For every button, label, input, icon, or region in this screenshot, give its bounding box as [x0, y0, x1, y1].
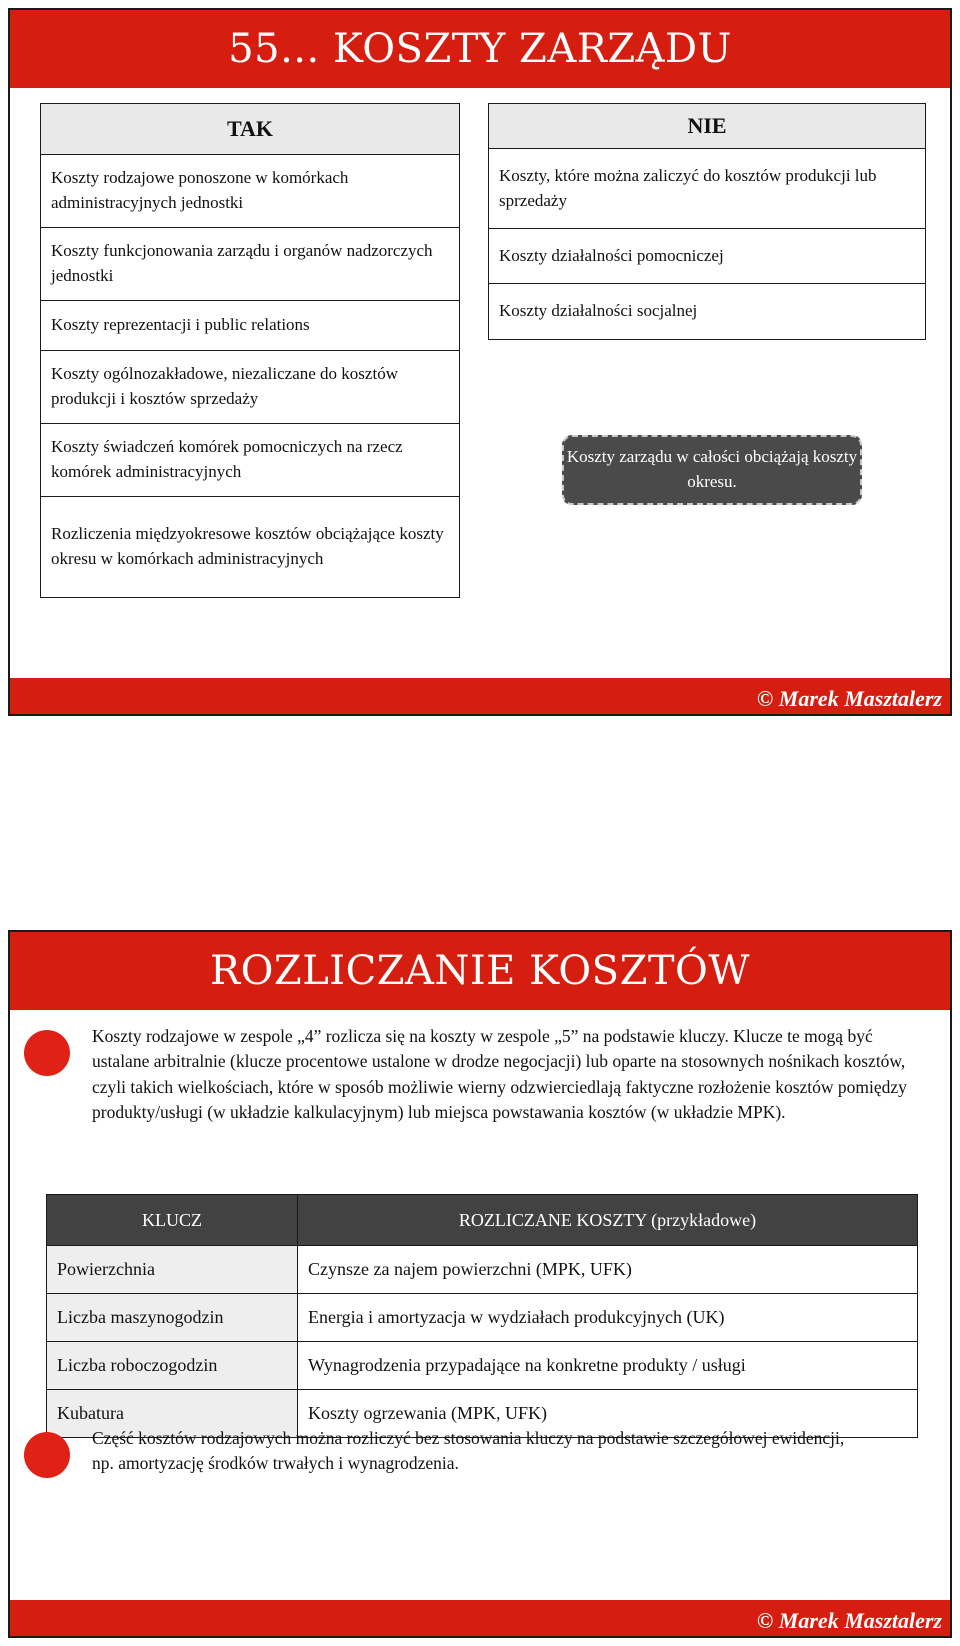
koszty-okresu-note: Koszty zarządu w całości obciążają koszty okresu.	[562, 435, 862, 505]
table-cell: Kubatura	[47, 1390, 298, 1438]
table-cell: Liczba roboczogodzin	[47, 1342, 298, 1390]
tak-header: TAK	[41, 104, 459, 155]
intro-paragraph: Koszty rodzajowe w zespole „4” rozlicza się na koszty w zespole „5” na podstawie kluczy. Klucze te mogą być ustalane arbitralnie (klucze procentowe ustalone w drodze negocjacji) lub oparte na stosownych nośnikach kosztów, czyli takich wielkościach, które w sposób możliwie wierny odzwierciedlają faktyczne rozłożenie kosztów pomiędzy produkty/usługi (w układzie kalkulacyjnym) lub miejsca powstawania kosztów (w układzie MPK).	[92, 1026, 907, 1123]
table-row	[47, 1246, 918, 1294]
table-header-row	[47, 1195, 918, 1246]
table-row	[47, 1294, 918, 1342]
red-bullet-icon	[24, 1432, 70, 1478]
table-cell: Czynsze za najem powierzchni (MPK, UFK)	[298, 1246, 918, 1294]
tak-item: Koszty ogólnozakładowe, niezaliczane do kosztów produkcji i kosztów sprzedaży	[41, 351, 459, 424]
tak-item: Koszty świadczeń komórek pomocniczych na rzecz komórek administracyjnych	[41, 424, 459, 497]
tak-item: Koszty reprezentacji i public relations	[41, 301, 459, 351]
table-cell: Energia i amortyzacja w wydziałach produkcyjnych (UK)	[298, 1294, 918, 1342]
title-bar	[10, 10, 950, 88]
tak-item: Koszty rodzajowe ponoszone w komórkach administracyjnych jednostki	[41, 155, 459, 228]
nie-header: NIE	[489, 104, 925, 149]
slide-title: 55... KOSZTY ZARZĄDU	[228, 26, 732, 72]
slide-rozliczanie-kosztow	[8, 930, 952, 1638]
footer-bar	[10, 1600, 950, 1636]
nie-list	[488, 103, 926, 340]
red-bullet-icon	[24, 1030, 70, 1076]
title-bar	[10, 932, 950, 1010]
copyright-text: © Marek Masztalerz	[756, 1608, 942, 1633]
table-row	[47, 1342, 918, 1390]
copyright-text: © Marek Masztalerz	[756, 686, 942, 711]
table-cell: Wynagrodzenia przypadające na konkretne produkty / usługi	[298, 1342, 918, 1390]
column-header: KLUCZ	[47, 1195, 298, 1246]
nie-item: Koszty działalności socjalnej	[499, 301, 698, 321]
closing-note: Część kosztów rodzajowych można rozliczyć bez stosowania kluczy na podstawie szczegółowej ewidencji, np. amortyzację środków trwałych i wynagrodzenia.	[92, 1428, 845, 1474]
table-cell: Liczba maszynogodzin	[47, 1294, 298, 1342]
column-header: ROZLICZANE KOSZTY (przykładowe)	[298, 1195, 918, 1246]
slide-title: ROZLICZANIE KOSZTÓW	[210, 948, 750, 994]
nie-item: Koszty, które można zaliczyć do kosztów produkcji lub sprzedaży	[489, 149, 925, 229]
tak-item: Koszty funkcjonowania zarządu i organów nadzorczych jednostki	[41, 228, 459, 301]
slide-koszty-zarzadu	[8, 8, 952, 716]
tak-item: Rozliczenia międzyokresowe kosztów obciążające koszty okresu w komórkach administracyjnych	[51, 524, 444, 568]
footer-bar	[10, 678, 950, 714]
table-cell: Powierzchnia	[47, 1246, 298, 1294]
nie-item: Koszty działalności pomocniczej	[489, 229, 925, 284]
table-cell: Koszty ogrzewania (MPK, UFK)	[298, 1390, 918, 1438]
tak-list	[40, 103, 460, 598]
klucze-table	[46, 1194, 918, 1438]
